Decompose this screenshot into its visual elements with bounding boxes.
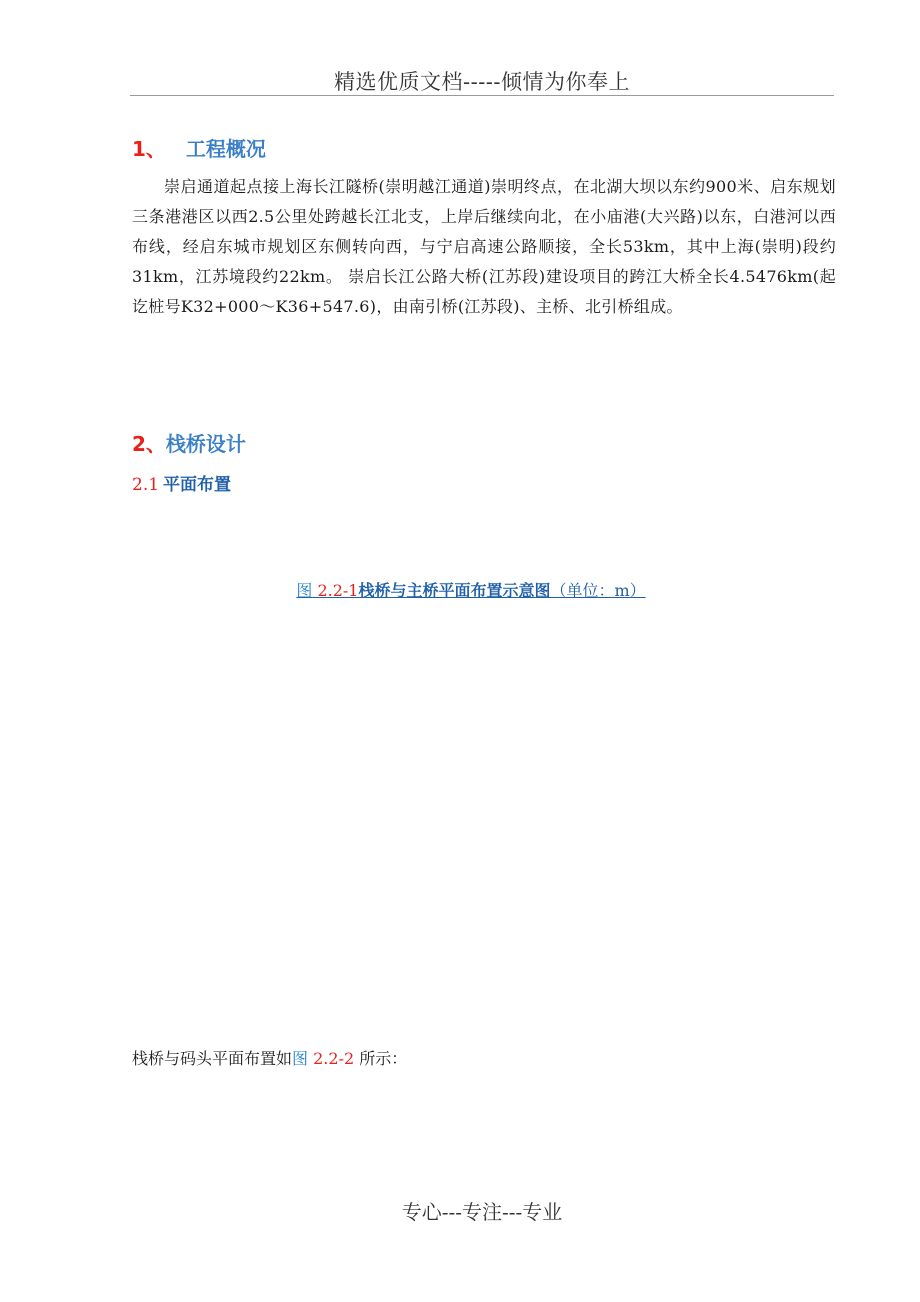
section-2-number: 2、	[132, 432, 166, 456]
figure-placeholder	[130, 610, 834, 1030]
figure-caption-unit: （单位：m）	[550, 581, 646, 600]
section-1-heading	[132, 133, 266, 162]
figure-caption-link[interactable]	[130, 578, 812, 601]
page-footer: 专心---专注---专业	[401, 1200, 563, 1224]
section-1-title: 工程概况	[185, 137, 266, 161]
subsection-2-1-title: 平面布置	[163, 475, 232, 495]
project-overview-paragraph: 崇启通道起点接上海长江隧桥(崇明越江通道)崇明终点，在北湖大坝以东约900米、启东规划三条港港区以西2.5公里处跨越长江北支，上岸后继续向北，在小庙港(大兴路)以东，白港河以西布线，经启东城市规划区东侧转向西，与宁启高速公路顺接，全长53km，其中上海(崇明)段约31km，江苏境段约22km。 崇启长江公路大桥(江苏段)建设项目的跨江大桥全长4.5476km(起讫桩号K32+000～K36+547.6)，由南引桥(江苏段)、主桥、北引桥组成。	[132, 177, 836, 316]
figure-caption-prefix: 图	[296, 581, 313, 600]
page-header: 精选优质文档-----倾情为你奉上	[334, 70, 630, 94]
reference-figure-prefix[interactable]: 图	[292, 1049, 309, 1068]
subsection-2-1-number: 2.1	[132, 475, 160, 495]
section-2-title: 栈桥设计	[165, 432, 246, 456]
section-1-number: 1、	[132, 137, 166, 161]
section-2-heading	[132, 428, 246, 457]
header-divider	[130, 95, 834, 96]
figure-reference-line	[132, 1046, 407, 1069]
subsection-2-1-heading	[132, 470, 231, 495]
reference-text-before: 栈桥与码头平面布置如	[132, 1049, 293, 1068]
reference-figure-number[interactable]: 2.2-2	[313, 1049, 355, 1068]
figure-caption-number: 2.2-1	[317, 581, 359, 600]
figure-caption-title: 栈桥与主桥平面布置示意图	[358, 581, 551, 600]
reference-text-after: 所示：	[359, 1049, 408, 1068]
